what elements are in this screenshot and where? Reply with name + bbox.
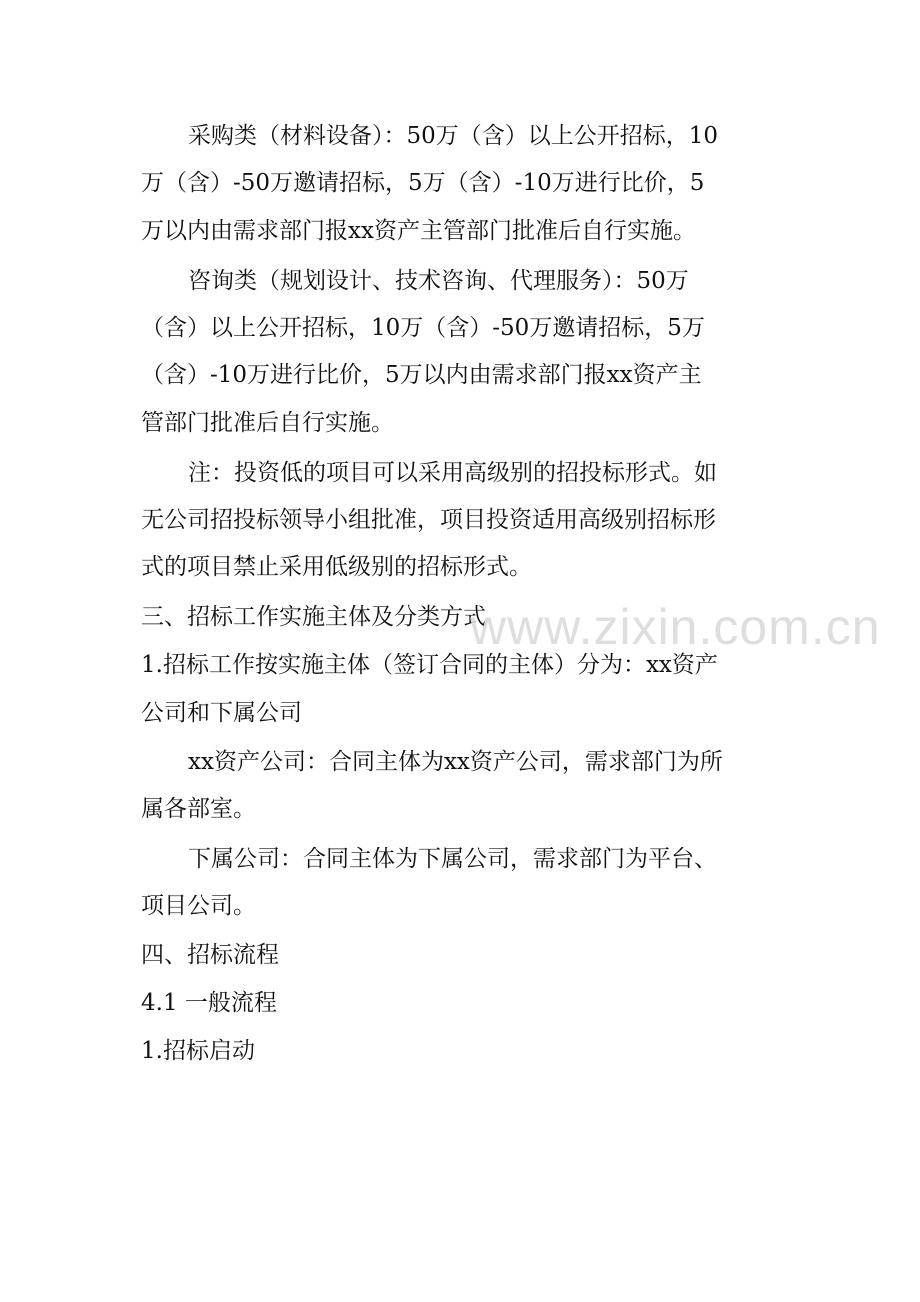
text-line: 注：投资低的项目可以采用高级别的招投标形式。如 (188, 460, 717, 486)
text-line: 公司和下属公司 (141, 700, 302, 726)
text-line: （含）以上公开招标，10万（含）-50万邀请招标，5万 (141, 315, 705, 341)
section-heading: 三、招标工作实施主体及分类方式 (141, 604, 486, 630)
text-line: xx资产公司：合同主体为xx资产公司，需求部门为所 (188, 749, 723, 775)
text-line: 采购类（材料设备）：50万（含）以上公开招标，10 (188, 123, 719, 149)
text-line: （含）-10万进行比价，5万以内由需求部门报xx资产主 (141, 362, 702, 388)
text-line: 咨询类（规划设计、技术咨询、代理服务）：50万 (188, 268, 689, 294)
text-line: 万（含）-50万邀请招标，5万（含）-10万进行比价，5 (141, 170, 705, 196)
text-line: 万以内由需求部门报xx资产主管部门批准后自行实施。 (141, 218, 696, 244)
subsection-heading: 4.1 一般流程 (141, 990, 277, 1016)
text-line: 项目公司。 (141, 893, 256, 919)
section-heading: 四、招标流程 (141, 942, 279, 968)
text-line: 1.招标工作按实施主体（签订合同的主体）分为：xx资产 (141, 652, 718, 678)
text-line: 属各部室。 (141, 796, 256, 822)
text-line: 下属公司：合同主体为下属公司，需求部门为平台、 (188, 846, 717, 872)
text-line: 式的项目禁止采用低级别的招标形式。 (141, 554, 532, 580)
text-line: 无公司招投标领导小组批准，项目投资适用高级别招标形 (141, 507, 716, 533)
watermark: www.zixin.com.cn (470, 599, 881, 655)
text-line: 1.招标启动 (141, 1038, 255, 1064)
text-line: 管部门批准后自行实施。 (141, 410, 394, 436)
